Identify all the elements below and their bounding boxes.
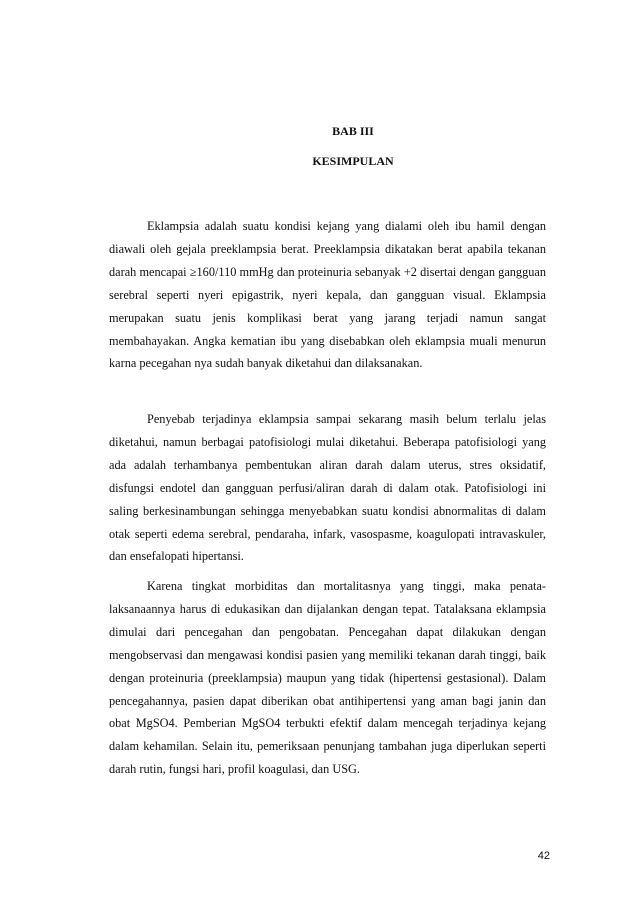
body-paragraph — [109, 215, 546, 375]
chapter-heading: BAB III — [332, 124, 374, 138]
paragraph-text: Eklampsia adalah suatu kondisi kejang yang dialami oleh ibu hamil dengan diawali oleh gejala preeklampsia berat. Preeklampsia dikatakan berat apabila tekanan darah mencapai ≥160/110 mmHg dan proteinuria sebanyak +2 disertai dengan gangguan serebral seperti nyeri epigastrik, nyeri kepala, dan gangguan visual. Eklampsia merupakan suatu jenis komplikasi berat yang jarang terjadi namun sangat membahayakan. Angka kematian ibu yang disebabkan oleh eklampsia muali menurun karna pecegahan nya sudah banyak diketahui dan dilaksanakan. — [109, 219, 546, 371]
page-number: 42 — [537, 850, 550, 862]
paragraph-text: Penyebab terjadinya eklampsia sampai sekarang masih belum terlalu jelas diketahui, namun berbagai patofisiologi mulai diketahui. Beberapa patofisiologi yang ada adalah terhambanya pembentukan aliran darah dalam uterus, stres oksidatif, disfungsi endotel dan gangguan perfusi/aliran darah di dalam otak. Patofisiologi ini saling berkesinambungan sehingga menyebabkan suatu kondisi abnormalitas di dalam otak seperti edema serebral, pendaraha, infark, vasospasme, koagulopati intravaskuler, dan ensefalopati hipertansi. — [109, 412, 546, 564]
body-paragraph — [109, 575, 546, 781]
chapter-title: KESIMPULAN — [312, 154, 394, 168]
body-paragraph — [109, 408, 546, 568]
paragraph-text: Karena tingkat morbiditas dan mortalitasnya yang tinggi, maka penata-laksanaannya harus di edukasikan dan dijalankan dengan tepat. Tatalaksana eklampsia dimulai dari pencegahan dan pengobatan. Pencegahan dapat dilakukan dengan mengobservasi dan mengawasi kondisi pasien yang memiliki tekanan darah tinggi, baik dengan proteinuria (preeklampsia) maupun yang tidak (hipertensi gestasional). Dalam pencegahannya, pasien dapat diberikan obat antihipertensi yang aman bagi janin dan obat MgSO4. Pemberian MgSO4 terbukti efektif dalam mencegah terjadinya kejang dalam kehamilan. Selain itu, pemeriksaan penunjang tambahan juga diperlukan seperti darah rutin, fungsi hari, profil koagulasi, dan USG. — [109, 579, 546, 777]
